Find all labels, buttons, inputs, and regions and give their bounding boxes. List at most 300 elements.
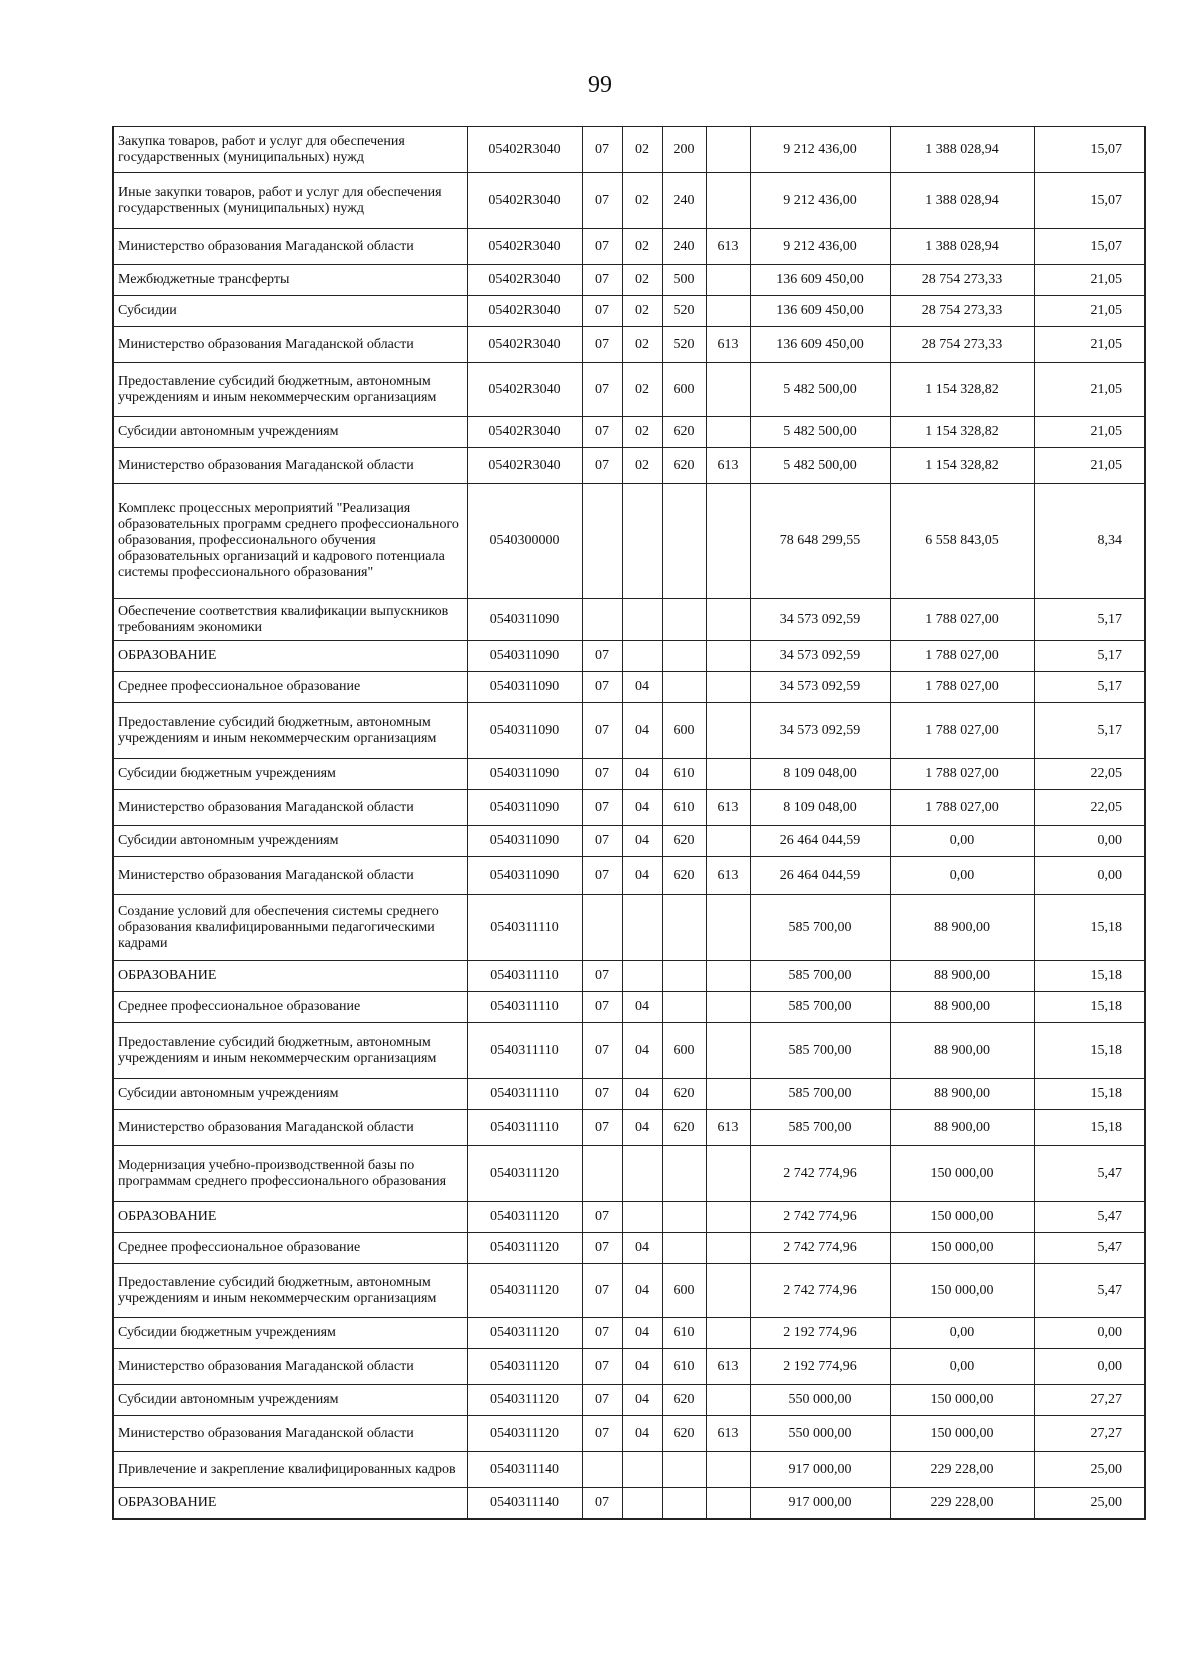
table-row — [113, 417, 1145, 448]
row-target-code: 0540311120 — [467, 1264, 582, 1318]
row-expense-type: 620 — [662, 417, 706, 448]
row-administrator — [706, 599, 750, 641]
row-section: 07 — [582, 790, 622, 826]
row-percent: 21,05 — [1034, 363, 1145, 417]
row-percent: 15,07 — [1034, 229, 1145, 265]
row-name: Иные закупки товаров, работ и услуг для обеспечения государственных (муниципальных) нужд — [113, 173, 467, 229]
row-percent: 21,05 — [1034, 296, 1145, 327]
row-planned-amount: 26 464 044,59 — [750, 826, 890, 857]
row-actual-amount: 150 000,00 — [890, 1202, 1034, 1233]
row-subsection: 02 — [622, 173, 662, 229]
row-percent: 0,00 — [1034, 857, 1145, 895]
row-name: Предоставление субсидий бюджетным, автономным учреждениям и иным некоммерческим организациям — [113, 1264, 467, 1318]
row-expense-type: 620 — [662, 1385, 706, 1416]
row-subsection: 02 — [622, 417, 662, 448]
table-row — [113, 1488, 1145, 1519]
row-section: 07 — [582, 417, 622, 448]
table-row — [113, 1023, 1145, 1079]
table-row — [113, 1110, 1145, 1146]
row-expense-type: 500 — [662, 265, 706, 296]
row-target-code: 0540311090 — [467, 857, 582, 895]
budget-table — [112, 126, 1146, 1520]
row-actual-amount: 1 154 328,82 — [890, 417, 1034, 448]
row-administrator — [706, 296, 750, 327]
row-name: Привлечение и закрепление квалифицированных кадров — [113, 1452, 467, 1488]
row-expense-type — [662, 1202, 706, 1233]
row-expense-type: 520 — [662, 296, 706, 327]
row-subsection: 04 — [622, 672, 662, 703]
row-subsection: 04 — [622, 1385, 662, 1416]
row-section: 07 — [582, 1110, 622, 1146]
row-name: ОБРАЗОВАНИЕ — [113, 1202, 467, 1233]
row-expense-type: 610 — [662, 790, 706, 826]
table-row — [113, 1264, 1145, 1318]
row-target-code: 0540311120 — [467, 1146, 582, 1202]
row-name: Предоставление субсидий бюджетным, автономным учреждениям и иным некоммерческим организациям — [113, 703, 467, 759]
row-name: Модернизация учебно-производственной базы по программам среднего профессионального образования — [113, 1146, 467, 1202]
row-target-code: 05402R3040 — [467, 127, 582, 173]
row-name: Среднее профессиональное образование — [113, 1233, 467, 1264]
row-subsection: 04 — [622, 1318, 662, 1349]
row-administrator — [706, 1146, 750, 1202]
table-row — [113, 641, 1145, 672]
row-administrator: 613 — [706, 857, 750, 895]
row-name: Закупка товаров, работ и услуг для обеспечения государственных (муниципальных) нужд — [113, 127, 467, 173]
row-expense-type — [662, 672, 706, 703]
row-name: Создание условий для обеспечения системы среднего образования квалифицированными педагогическими кадрами — [113, 895, 467, 961]
row-subsection: 04 — [622, 1349, 662, 1385]
row-administrator: 613 — [706, 790, 750, 826]
row-planned-amount: 585 700,00 — [750, 961, 890, 992]
row-administrator: 613 — [706, 448, 750, 484]
row-section — [582, 895, 622, 961]
row-target-code: 0540311110 — [467, 1079, 582, 1110]
row-target-code: 0540311090 — [467, 759, 582, 790]
row-actual-amount: 1 388 028,94 — [890, 173, 1034, 229]
row-section: 07 — [582, 1079, 622, 1110]
row-administrator: 613 — [706, 1349, 750, 1385]
row-target-code: 0540311140 — [467, 1488, 582, 1519]
row-administrator — [706, 992, 750, 1023]
row-actual-amount: 88 900,00 — [890, 895, 1034, 961]
row-planned-amount: 2 192 774,96 — [750, 1318, 890, 1349]
row-actual-amount: 1 154 328,82 — [890, 448, 1034, 484]
table-row — [113, 1349, 1145, 1385]
row-planned-amount: 34 573 092,59 — [750, 703, 890, 759]
row-name: Субсидии автономным учреждениям — [113, 417, 467, 448]
row-name: Министерство образования Магаданской области — [113, 229, 467, 265]
table-row — [113, 672, 1145, 703]
row-name: ОБРАЗОВАНИЕ — [113, 1488, 467, 1519]
table-row — [113, 296, 1145, 327]
row-planned-amount: 585 700,00 — [750, 1079, 890, 1110]
row-target-code: 0540311110 — [467, 992, 582, 1023]
row-administrator — [706, 1318, 750, 1349]
row-planned-amount: 136 609 450,00 — [750, 265, 890, 296]
row-subsection: 02 — [622, 265, 662, 296]
row-percent: 21,05 — [1034, 417, 1145, 448]
row-name: ОБРАЗОВАНИЕ — [113, 641, 467, 672]
table-row — [113, 173, 1145, 229]
row-subsection: 02 — [622, 448, 662, 484]
row-expense-type: 600 — [662, 703, 706, 759]
row-name: Министерство образования Магаданской области — [113, 857, 467, 895]
row-actual-amount: 150 000,00 — [890, 1385, 1034, 1416]
row-expense-type: 620 — [662, 448, 706, 484]
row-percent: 15,07 — [1034, 127, 1145, 173]
row-administrator — [706, 363, 750, 417]
row-subsection — [622, 1488, 662, 1519]
row-expense-type — [662, 1488, 706, 1519]
row-percent: 15,18 — [1034, 895, 1145, 961]
table-row — [113, 1079, 1145, 1110]
row-administrator: 613 — [706, 1416, 750, 1452]
row-administrator: 613 — [706, 1110, 750, 1146]
row-actual-amount: 28 754 273,33 — [890, 296, 1034, 327]
row-subsection: 02 — [622, 127, 662, 173]
row-expense-type: 610 — [662, 1318, 706, 1349]
row-planned-amount: 78 648 299,55 — [750, 484, 890, 599]
table-row — [113, 961, 1145, 992]
table-row — [113, 790, 1145, 826]
row-percent: 8,34 — [1034, 484, 1145, 599]
table-row — [113, 229, 1145, 265]
row-subsection — [622, 895, 662, 961]
row-subsection: 04 — [622, 826, 662, 857]
row-subsection: 04 — [622, 1023, 662, 1079]
row-actual-amount: 1 788 027,00 — [890, 641, 1034, 672]
row-actual-amount: 150 000,00 — [890, 1416, 1034, 1452]
row-name: Субсидии автономным учреждениям — [113, 1079, 467, 1110]
row-administrator — [706, 265, 750, 296]
table-row — [113, 895, 1145, 961]
row-administrator — [706, 484, 750, 599]
row-planned-amount: 34 573 092,59 — [750, 599, 890, 641]
row-subsection: 04 — [622, 992, 662, 1023]
page-number: 99 — [588, 72, 612, 98]
row-subsection — [622, 1146, 662, 1202]
row-subsection: 04 — [622, 1110, 662, 1146]
row-expense-type: 600 — [662, 363, 706, 417]
row-section: 07 — [582, 229, 622, 265]
row-section — [582, 484, 622, 599]
row-target-code: 0540311110 — [467, 961, 582, 992]
table-row — [113, 127, 1145, 173]
row-actual-amount: 88 900,00 — [890, 1023, 1034, 1079]
row-planned-amount: 5 482 500,00 — [750, 417, 890, 448]
row-section — [582, 1146, 622, 1202]
row-expense-type: 240 — [662, 173, 706, 229]
row-percent: 27,27 — [1034, 1416, 1145, 1452]
row-administrator — [706, 703, 750, 759]
row-percent: 5,47 — [1034, 1264, 1145, 1318]
row-name: Среднее профессиональное образование — [113, 992, 467, 1023]
row-subsection: 02 — [622, 229, 662, 265]
row-target-code: 05402R3040 — [467, 229, 582, 265]
table-row — [113, 703, 1145, 759]
row-target-code: 0540311090 — [467, 790, 582, 826]
row-actual-amount: 1 788 027,00 — [890, 790, 1034, 826]
row-administrator — [706, 417, 750, 448]
row-percent: 5,17 — [1034, 641, 1145, 672]
row-actual-amount: 1 154 328,82 — [890, 363, 1034, 417]
row-administrator — [706, 1488, 750, 1519]
row-name: Министерство образования Магаданской области — [113, 448, 467, 484]
row-name: Субсидии — [113, 296, 467, 327]
row-section: 07 — [582, 703, 622, 759]
row-planned-amount: 5 482 500,00 — [750, 363, 890, 417]
row-planned-amount: 585 700,00 — [750, 992, 890, 1023]
row-percent: 21,05 — [1034, 327, 1145, 363]
row-planned-amount: 26 464 044,59 — [750, 857, 890, 895]
table-row — [113, 992, 1145, 1023]
row-administrator — [706, 1452, 750, 1488]
row-actual-amount: 88 900,00 — [890, 1079, 1034, 1110]
row-target-code: 0540311090 — [467, 599, 582, 641]
row-name: Министерство образования Магаданской области — [113, 1110, 467, 1146]
row-section: 07 — [582, 672, 622, 703]
row-planned-amount: 585 700,00 — [750, 895, 890, 961]
row-section — [582, 1452, 622, 1488]
row-actual-amount: 6 558 843,05 — [890, 484, 1034, 599]
row-section: 07 — [582, 1385, 622, 1416]
row-target-code: 05402R3040 — [467, 296, 582, 327]
row-expense-type: 600 — [662, 1023, 706, 1079]
row-subsection: 04 — [622, 1079, 662, 1110]
row-expense-type — [662, 1233, 706, 1264]
row-planned-amount: 2 742 774,96 — [750, 1202, 890, 1233]
row-administrator — [706, 826, 750, 857]
table-row — [113, 1385, 1145, 1416]
row-planned-amount: 34 573 092,59 — [750, 672, 890, 703]
row-target-code: 05402R3040 — [467, 417, 582, 448]
row-expense-type: 610 — [662, 1349, 706, 1385]
row-planned-amount: 136 609 450,00 — [750, 327, 890, 363]
row-planned-amount: 136 609 450,00 — [750, 296, 890, 327]
row-subsection — [622, 641, 662, 672]
row-target-code: 0540300000 — [467, 484, 582, 599]
row-section: 07 — [582, 327, 622, 363]
row-name: Субсидии бюджетным учреждениям — [113, 759, 467, 790]
row-actual-amount: 1 388 028,94 — [890, 229, 1034, 265]
row-target-code: 0540311110 — [467, 1110, 582, 1146]
row-subsection — [622, 599, 662, 641]
row-administrator — [706, 1233, 750, 1264]
row-target-code: 0540311110 — [467, 1023, 582, 1079]
table-row — [113, 1452, 1145, 1488]
row-expense-type — [662, 961, 706, 992]
row-target-code: 0540311120 — [467, 1349, 582, 1385]
row-percent: 15,07 — [1034, 173, 1145, 229]
row-target-code: 0540311090 — [467, 703, 582, 759]
row-name: Министерство образования Магаданской области — [113, 327, 467, 363]
row-expense-type — [662, 599, 706, 641]
row-actual-amount: 1 788 027,00 — [890, 672, 1034, 703]
row-percent: 5,17 — [1034, 599, 1145, 641]
row-target-code: 05402R3040 — [467, 327, 582, 363]
row-percent: 5,17 — [1034, 703, 1145, 759]
row-target-code: 0540311110 — [467, 895, 582, 961]
row-name: Комплекс процессных мероприятий "Реализация образовательных программ среднего профессионального образования, профессионального обучения образовательных организаций и кадрового потенциала системы профессионального образования" — [113, 484, 467, 599]
row-section: 07 — [582, 1233, 622, 1264]
row-planned-amount: 8 109 048,00 — [750, 759, 890, 790]
row-section: 07 — [582, 265, 622, 296]
row-section: 07 — [582, 857, 622, 895]
row-planned-amount: 9 212 436,00 — [750, 173, 890, 229]
row-actual-amount: 1 788 027,00 — [890, 599, 1034, 641]
row-expense-type: 520 — [662, 327, 706, 363]
row-administrator — [706, 759, 750, 790]
row-expense-type: 620 — [662, 857, 706, 895]
row-planned-amount: 585 700,00 — [750, 1023, 890, 1079]
row-percent: 21,05 — [1034, 265, 1145, 296]
row-planned-amount: 2 192 774,96 — [750, 1349, 890, 1385]
row-percent: 25,00 — [1034, 1452, 1145, 1488]
table-row — [113, 1146, 1145, 1202]
row-target-code: 05402R3040 — [467, 363, 582, 417]
row-percent: 22,05 — [1034, 790, 1145, 826]
row-planned-amount: 8 109 048,00 — [750, 790, 890, 826]
row-subsection: 04 — [622, 1233, 662, 1264]
row-planned-amount: 550 000,00 — [750, 1416, 890, 1452]
row-percent: 21,05 — [1034, 448, 1145, 484]
row-name: Субсидии автономным учреждениям — [113, 826, 467, 857]
row-subsection: 02 — [622, 363, 662, 417]
table-row — [113, 599, 1145, 641]
table-row — [113, 363, 1145, 417]
row-subsection: 04 — [622, 790, 662, 826]
row-percent: 22,05 — [1034, 759, 1145, 790]
row-target-code: 05402R3040 — [467, 173, 582, 229]
row-expense-type: 200 — [662, 127, 706, 173]
table-row — [113, 1202, 1145, 1233]
row-administrator: 613 — [706, 327, 750, 363]
row-name: Межбюджетные трансферты — [113, 265, 467, 296]
row-planned-amount: 550 000,00 — [750, 1385, 890, 1416]
row-subsection: 04 — [622, 1264, 662, 1318]
row-subsection — [622, 484, 662, 599]
row-target-code: 05402R3040 — [467, 448, 582, 484]
row-subsection: 04 — [622, 857, 662, 895]
row-section: 07 — [582, 992, 622, 1023]
row-target-code: 0540311120 — [467, 1202, 582, 1233]
row-target-code: 0540311120 — [467, 1385, 582, 1416]
row-section — [582, 599, 622, 641]
row-percent: 5,47 — [1034, 1146, 1145, 1202]
row-expense-type — [662, 484, 706, 599]
row-administrator — [706, 1023, 750, 1079]
row-target-code: 0540311140 — [467, 1452, 582, 1488]
row-percent: 0,00 — [1034, 1349, 1145, 1385]
row-expense-type: 620 — [662, 1079, 706, 1110]
row-actual-amount: 1 788 027,00 — [890, 759, 1034, 790]
row-subsection: 02 — [622, 296, 662, 327]
row-target-code: 0540311090 — [467, 826, 582, 857]
row-target-code: 0540311090 — [467, 641, 582, 672]
row-actual-amount: 150 000,00 — [890, 1146, 1034, 1202]
row-section: 07 — [582, 448, 622, 484]
row-actual-amount: 88 900,00 — [890, 992, 1034, 1023]
row-expense-type — [662, 992, 706, 1023]
table-row — [113, 448, 1145, 484]
row-section: 07 — [582, 1416, 622, 1452]
row-administrator — [706, 1385, 750, 1416]
row-percent: 5,17 — [1034, 672, 1145, 703]
table-row — [113, 327, 1145, 363]
row-expense-type — [662, 1452, 706, 1488]
row-actual-amount: 0,00 — [890, 1318, 1034, 1349]
row-target-code: 0540311120 — [467, 1416, 582, 1452]
table-row — [113, 826, 1145, 857]
row-section: 07 — [582, 1349, 622, 1385]
row-planned-amount: 5 482 500,00 — [750, 448, 890, 484]
row-section: 07 — [582, 173, 622, 229]
row-expense-type: 600 — [662, 1264, 706, 1318]
row-section: 07 — [582, 826, 622, 857]
row-subsection: 04 — [622, 703, 662, 759]
row-percent: 15,18 — [1034, 1110, 1145, 1146]
row-section: 07 — [582, 1202, 622, 1233]
row-percent: 15,18 — [1034, 992, 1145, 1023]
row-administrator — [706, 641, 750, 672]
row-planned-amount: 9 212 436,00 — [750, 127, 890, 173]
table-row — [113, 484, 1145, 599]
row-name: Предоставление субсидий бюджетным, автономным учреждениям и иным некоммерческим организациям — [113, 1023, 467, 1079]
table-body — [113, 127, 1145, 1519]
row-administrator — [706, 1264, 750, 1318]
row-percent: 5,47 — [1034, 1233, 1145, 1264]
row-percent: 5,47 — [1034, 1202, 1145, 1233]
table-row — [113, 1318, 1145, 1349]
row-planned-amount: 2 742 774,96 — [750, 1264, 890, 1318]
table-row — [113, 1416, 1145, 1452]
row-actual-amount: 0,00 — [890, 1349, 1034, 1385]
row-administrator — [706, 672, 750, 703]
row-actual-amount: 28 754 273,33 — [890, 265, 1034, 296]
row-actual-amount: 150 000,00 — [890, 1233, 1034, 1264]
row-administrator — [706, 173, 750, 229]
row-administrator — [706, 1079, 750, 1110]
row-administrator — [706, 961, 750, 992]
row-actual-amount: 0,00 — [890, 857, 1034, 895]
row-target-code: 0540311120 — [467, 1318, 582, 1349]
row-actual-amount: 28 754 273,33 — [890, 327, 1034, 363]
row-target-code: 0540311120 — [467, 1233, 582, 1264]
row-percent: 15,18 — [1034, 961, 1145, 992]
row-actual-amount: 229 228,00 — [890, 1488, 1034, 1519]
row-percent: 15,18 — [1034, 1079, 1145, 1110]
row-expense-type — [662, 1146, 706, 1202]
row-planned-amount: 917 000,00 — [750, 1488, 890, 1519]
row-target-code: 0540311090 — [467, 672, 582, 703]
row-section: 07 — [582, 1488, 622, 1519]
row-expense-type: 620 — [662, 1110, 706, 1146]
row-expense-type — [662, 895, 706, 961]
row-section: 07 — [582, 641, 622, 672]
table-row — [113, 857, 1145, 895]
row-expense-type: 610 — [662, 759, 706, 790]
row-percent: 25,00 — [1034, 1488, 1145, 1519]
row-section: 07 — [582, 1023, 622, 1079]
row-expense-type: 620 — [662, 1416, 706, 1452]
row-section: 07 — [582, 127, 622, 173]
row-planned-amount: 2 742 774,96 — [750, 1233, 890, 1264]
row-actual-amount: 88 900,00 — [890, 961, 1034, 992]
row-subsection: 02 — [622, 327, 662, 363]
row-administrator — [706, 1202, 750, 1233]
row-actual-amount: 1 388 028,94 — [890, 127, 1034, 173]
row-subsection — [622, 1452, 662, 1488]
